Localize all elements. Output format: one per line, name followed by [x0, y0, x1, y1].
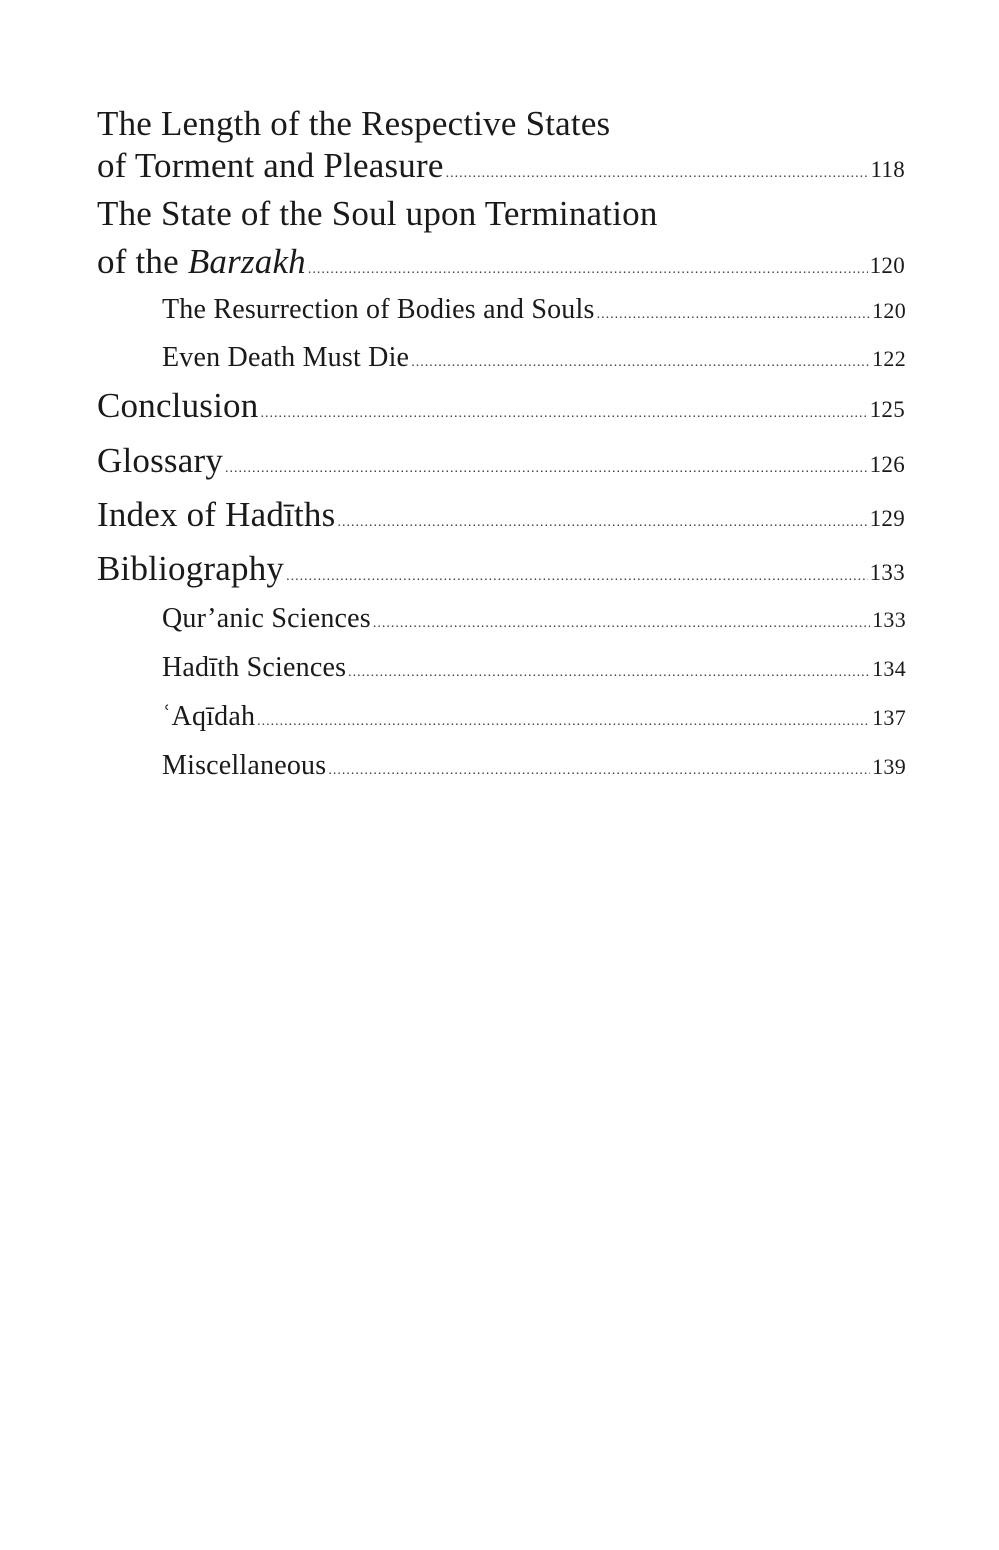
toc-entry-title: Miscellaneous — [162, 750, 327, 781]
page-number: 126 — [869, 452, 905, 477]
toc-entry-title: ʿAqīdah — [162, 701, 256, 732]
toc-entry-title: Qur’anic Sciences — [162, 603, 371, 634]
toc-entry-state-soul-line1 — [97, 194, 658, 234]
toc-subentry-miscellaneous — [162, 750, 906, 782]
toc-entry-title: Even Death Must Die — [162, 342, 410, 373]
toc-entry-title: Conclusion — [97, 386, 259, 425]
toc-entry-glossary — [97, 441, 905, 481]
toc-entry-state-soul — [97, 242, 905, 282]
dot-leader — [260, 406, 867, 422]
title-italic: Barzakh — [187, 242, 306, 281]
dot-leader — [348, 665, 870, 681]
toc-entry-title: Bibliography — [97, 549, 285, 588]
page-number: 139 — [872, 754, 906, 779]
page-number: 137 — [872, 705, 906, 730]
page-number: 122 — [872, 346, 906, 371]
toc-entry-length-states — [97, 146, 905, 186]
toc-subentry-aqidah — [162, 701, 906, 733]
dot-leader — [257, 714, 870, 730]
dot-leader — [225, 461, 868, 477]
toc-subentry-death-must-die — [162, 342, 906, 374]
toc-entry-title: Glossary — [97, 441, 224, 480]
dot-leader — [411, 355, 870, 371]
toc-subentry-quranic-sciences — [162, 603, 906, 635]
toc-entry-index-hadiths — [97, 495, 905, 535]
page-number: 118 — [870, 157, 905, 182]
page-number: 129 — [869, 506, 905, 531]
page-number: 133 — [869, 560, 905, 585]
toc-entry-title — [97, 242, 306, 282]
toc-entry-title: Index of Hadīths — [97, 495, 336, 534]
dot-leader — [286, 569, 867, 585]
page-number: 133 — [872, 607, 906, 632]
page-number: 134 — [872, 656, 906, 681]
dot-leader — [308, 262, 868, 278]
dot-leader — [328, 763, 870, 779]
toc-entry-length-states-line1 — [97, 104, 610, 144]
toc-entry-title: The State of the Soul upon Termination — [97, 194, 658, 233]
toc-subentry-hadith-sciences — [162, 652, 906, 684]
dot-leader — [373, 616, 870, 632]
dot-leader — [446, 166, 869, 182]
page-number: 125 — [869, 397, 905, 422]
page-number: 120 — [872, 298, 906, 323]
toc-entry-title: The Resurrection of Bodies and Souls — [162, 294, 595, 325]
toc-entry-bibliography — [97, 549, 905, 589]
toc-entry-title: Hadīth Sciences — [162, 652, 347, 683]
page-number: 120 — [869, 253, 905, 278]
toc-entry-conclusion — [97, 386, 905, 426]
toc-entry-title: The Length of the Respective States — [97, 104, 611, 143]
dot-leader — [337, 515, 867, 531]
dot-leader — [597, 307, 871, 323]
toc-entry-title: of Torment and Pleasure — [97, 146, 444, 185]
title-prefix: of the — [97, 242, 188, 281]
toc-subentry-resurrection — [162, 294, 906, 326]
